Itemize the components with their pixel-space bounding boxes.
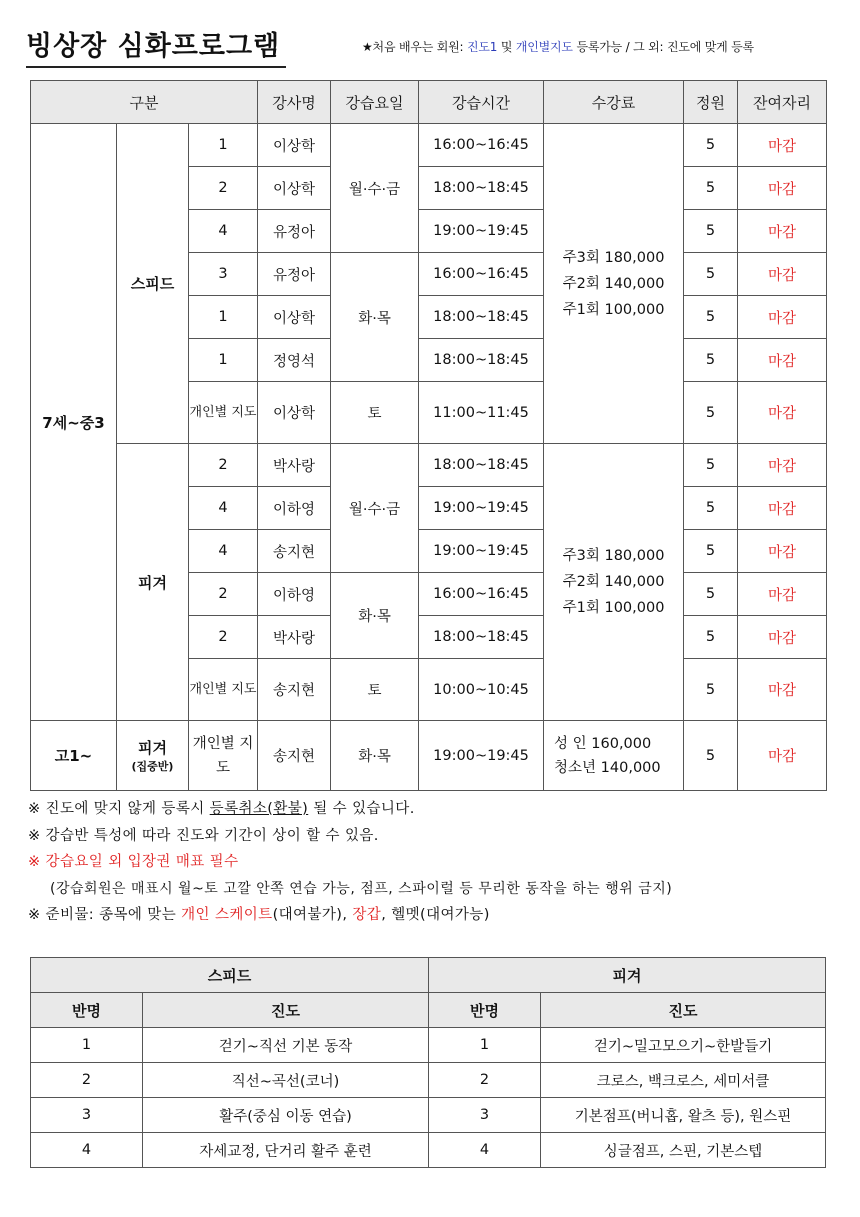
speed-desc-cell: 걷기~직선 기본 동작 xyxy=(143,1028,429,1063)
level-cell: 4 xyxy=(189,210,258,253)
speed-desc-cell: 직선~곡선(코너) xyxy=(143,1063,429,1098)
capacity-cell: 5 xyxy=(684,253,738,296)
remaining-cell: 마감 xyxy=(738,530,827,573)
fee-line: 주1회 100,000 xyxy=(562,600,665,616)
group-youth: 7세~중3 xyxy=(31,124,117,721)
note-equipment xyxy=(28,902,672,929)
level-cell: 개인별 지도 xyxy=(189,659,258,721)
instructor-cell: 송지현 xyxy=(258,721,331,791)
note-schedule-variation: ※ 강습반 특성에 따라 진도와 기간이 상이 할 수 있음. xyxy=(28,827,379,844)
schedule-header-row xyxy=(31,81,827,124)
instructor-cell: 이하영 xyxy=(258,573,331,616)
remaining-cell: 마감 xyxy=(738,253,827,296)
capacity-cell: 5 xyxy=(684,487,738,530)
figure-desc-cell: 크로스, 백크로스, 세미서클 xyxy=(541,1063,826,1098)
instructor-cell: 송지현 xyxy=(258,659,331,721)
schedule-table xyxy=(30,80,827,791)
speed-label: 스피드 xyxy=(117,124,189,444)
fee-line: 주3회 180,000 xyxy=(562,548,665,564)
remaining-cell: 마감 xyxy=(738,167,827,210)
page-title: 빙상장 심화프로그램 xyxy=(26,24,286,68)
remaining-cell: 마감 xyxy=(738,721,827,791)
note-practice-rules: (강습회원은 매표시 월~토 고깔 안쪽 연습 가능, 점프, 스파이럴 등 무리한 동작을 하는 행위 금지) xyxy=(50,880,673,897)
figure-intensive-label xyxy=(117,721,189,791)
capacity-cell: 5 xyxy=(684,167,738,210)
days-cell: 토 xyxy=(331,382,419,444)
speed-class-header: 반명 xyxy=(31,993,143,1028)
level-cell: 2 xyxy=(189,616,258,659)
note-equipment-skate: 개인 스케이트 xyxy=(181,907,273,923)
table-row xyxy=(31,444,827,487)
table-row xyxy=(31,721,827,791)
days-cell: 토 xyxy=(331,659,419,721)
speed-fee-cell xyxy=(544,124,684,444)
capacity-cell: 5 xyxy=(684,616,738,659)
table-row xyxy=(31,1028,826,1063)
instructor-cell: 이상학 xyxy=(258,382,331,444)
progress-figure-header: 피겨 xyxy=(429,958,826,993)
note-jindo1: 진도1 xyxy=(467,40,498,54)
note-refund-a: ※ 진도에 맞지 않게 등록시 xyxy=(28,801,210,817)
figure-desc-cell: 기본점프(버니홉, 왈츠 등), 원스핀 xyxy=(541,1098,826,1133)
remaining-cell: 마감 xyxy=(738,124,827,167)
notes-section xyxy=(28,796,672,929)
figure-level-cell: 2 xyxy=(429,1063,541,1098)
capacity-cell: 5 xyxy=(684,721,738,791)
capacity-cell: 5 xyxy=(684,659,738,721)
speed-level-cell: 4 xyxy=(31,1133,143,1168)
fee-line: 주3회 180,000 xyxy=(562,249,665,266)
speed-level-cell: 3 xyxy=(31,1098,143,1133)
header-category: 구분 xyxy=(31,81,258,124)
level-cell: 1 xyxy=(189,124,258,167)
figure-desc-cell: 걷기~밀고모으기~한발들기 xyxy=(541,1028,826,1063)
instructor-cell: 이상학 xyxy=(258,167,331,210)
time-cell: 19:00~19:45 xyxy=(419,530,544,573)
note-ticket-required: ※ 강습요일 외 입장권 매표 필수 xyxy=(28,854,239,870)
fee-line: 주2회 140,000 xyxy=(562,574,665,590)
level-cell: 2 xyxy=(189,167,258,210)
header-remaining: 잔여자리 xyxy=(738,81,827,124)
instructor-cell: 박사랑 xyxy=(258,616,331,659)
days-cell: 화·목 xyxy=(331,721,419,791)
level-cell: 2 xyxy=(189,444,258,487)
adult-fee-cell xyxy=(544,721,684,791)
header-capacity: 정원 xyxy=(684,81,738,124)
header-instructor: 강사명 xyxy=(258,81,331,124)
level-cell: 개인별 지도 xyxy=(189,721,258,791)
time-cell: 19:00~19:45 xyxy=(419,210,544,253)
note-equipment-c: , 헬멧(대여가능) xyxy=(381,907,490,923)
note-equipment-glove: 장갑 xyxy=(352,907,382,923)
time-cell: 16:00~16:45 xyxy=(419,573,544,616)
figure-label: 피겨 xyxy=(117,444,189,721)
note-and: 및 xyxy=(497,40,516,54)
days-cell: 화·목 xyxy=(331,573,419,659)
capacity-cell: 5 xyxy=(684,124,738,167)
instructor-cell: 송지현 xyxy=(258,530,331,573)
speed-desc-cell: 활주(중심 이동 연습) xyxy=(143,1098,429,1133)
speed-level-cell: 2 xyxy=(31,1063,143,1098)
capacity-cell: 5 xyxy=(684,210,738,253)
speed-desc-cell: 자세교정, 단거리 활주 훈련 xyxy=(143,1133,429,1168)
time-cell: 18:00~18:45 xyxy=(419,296,544,339)
figure-intensive-title: 피겨 xyxy=(138,739,167,757)
instructor-cell: 정영석 xyxy=(258,339,331,382)
remaining-cell: 마감 xyxy=(738,444,827,487)
level-cell: 4 xyxy=(189,487,258,530)
time-cell: 16:00~16:45 xyxy=(419,124,544,167)
remaining-cell: 마감 xyxy=(738,616,827,659)
figure-desc-cell: 싱글점프, 스핀, 기본스텝 xyxy=(541,1133,826,1168)
time-cell: 18:00~18:45 xyxy=(419,616,544,659)
speed-progress-header: 진도 xyxy=(143,993,429,1028)
speed-level-cell: 1 xyxy=(31,1028,143,1063)
progress-subheader-row xyxy=(31,993,826,1028)
level-cell: 2 xyxy=(189,573,258,616)
days-cell: 월·수·금 xyxy=(331,444,419,573)
header-time: 강습시간 xyxy=(419,81,544,124)
time-cell: 11:00~11:45 xyxy=(419,382,544,444)
instructor-cell: 유정아 xyxy=(258,253,331,296)
time-cell: 16:00~16:45 xyxy=(419,253,544,296)
table-row xyxy=(31,124,827,167)
figure-level-cell: 1 xyxy=(429,1028,541,1063)
figure-intensive-sub: (집중반) xyxy=(131,760,174,773)
remaining-cell: 마감 xyxy=(738,382,827,444)
fee-line: 주1회 100,000 xyxy=(562,301,665,318)
registration-note xyxy=(362,38,754,55)
figure-level-cell: 4 xyxy=(429,1133,541,1168)
progress-table xyxy=(30,957,826,1168)
fee-line: 주2회 140,000 xyxy=(562,275,665,292)
note-refund xyxy=(28,796,672,823)
time-cell: 19:00~19:45 xyxy=(419,721,544,791)
remaining-cell: 마감 xyxy=(738,487,827,530)
time-cell: 18:00~18:45 xyxy=(419,444,544,487)
capacity-cell: 5 xyxy=(684,339,738,382)
time-cell: 18:00~18:45 xyxy=(419,167,544,210)
note-equipment-b: (대여불가), xyxy=(272,907,353,923)
level-cell: 1 xyxy=(189,296,258,339)
note-rest: 등록가능 / 그 외: 진도에 맞게 등록 xyxy=(572,40,754,54)
note-equipment-a: ※ 준비물: 종목에 맞는 xyxy=(28,907,182,923)
figure-fee-cell xyxy=(544,444,684,721)
level-cell: 개인별 지도 xyxy=(189,382,258,444)
note-individual: 개인별지도 xyxy=(515,40,573,54)
fee-line: 성 인 160,000 xyxy=(554,735,652,752)
instructor-cell: 이상학 xyxy=(258,124,331,167)
header-fee: 수강료 xyxy=(544,81,684,124)
progress-speed-header: 스피드 xyxy=(31,958,429,993)
header-days: 강습요일 xyxy=(331,81,419,124)
capacity-cell: 5 xyxy=(684,296,738,339)
days-cell: 월·수·금 xyxy=(331,124,419,253)
time-cell: 10:00~10:45 xyxy=(419,659,544,721)
fee-line: 청소년 140,000 xyxy=(554,759,661,776)
note-star-text: ★처음 배우는 회원: xyxy=(362,40,467,54)
time-cell: 18:00~18:45 xyxy=(419,339,544,382)
note-refund-underline: 등록취소(환불) xyxy=(209,801,309,817)
table-row xyxy=(31,1098,826,1133)
progress-header-row xyxy=(31,958,826,993)
remaining-cell: 마감 xyxy=(738,296,827,339)
capacity-cell: 5 xyxy=(684,530,738,573)
capacity-cell: 5 xyxy=(684,382,738,444)
time-cell: 19:00~19:45 xyxy=(419,487,544,530)
table-row xyxy=(31,1063,826,1098)
level-cell: 1 xyxy=(189,339,258,382)
group-adult: 고1~ xyxy=(31,721,117,791)
figure-class-header: 반명 xyxy=(429,993,541,1028)
remaining-cell: 마감 xyxy=(738,659,827,721)
instructor-cell: 이상학 xyxy=(258,296,331,339)
remaining-cell: 마감 xyxy=(738,573,827,616)
days-cell: 화·목 xyxy=(331,253,419,382)
table-row xyxy=(31,1133,826,1168)
capacity-cell: 5 xyxy=(684,573,738,616)
capacity-cell: 5 xyxy=(684,444,738,487)
remaining-cell: 마감 xyxy=(738,339,827,382)
remaining-cell: 마감 xyxy=(738,210,827,253)
instructor-cell: 이하영 xyxy=(258,487,331,530)
level-cell: 3 xyxy=(189,253,258,296)
instructor-cell: 박사랑 xyxy=(258,444,331,487)
figure-level-cell: 3 xyxy=(429,1098,541,1133)
instructor-cell: 유정아 xyxy=(258,210,331,253)
level-cell: 4 xyxy=(189,530,258,573)
figure-progress-header: 진도 xyxy=(541,993,826,1028)
note-refund-b: 될 수 있습니다. xyxy=(308,801,415,817)
